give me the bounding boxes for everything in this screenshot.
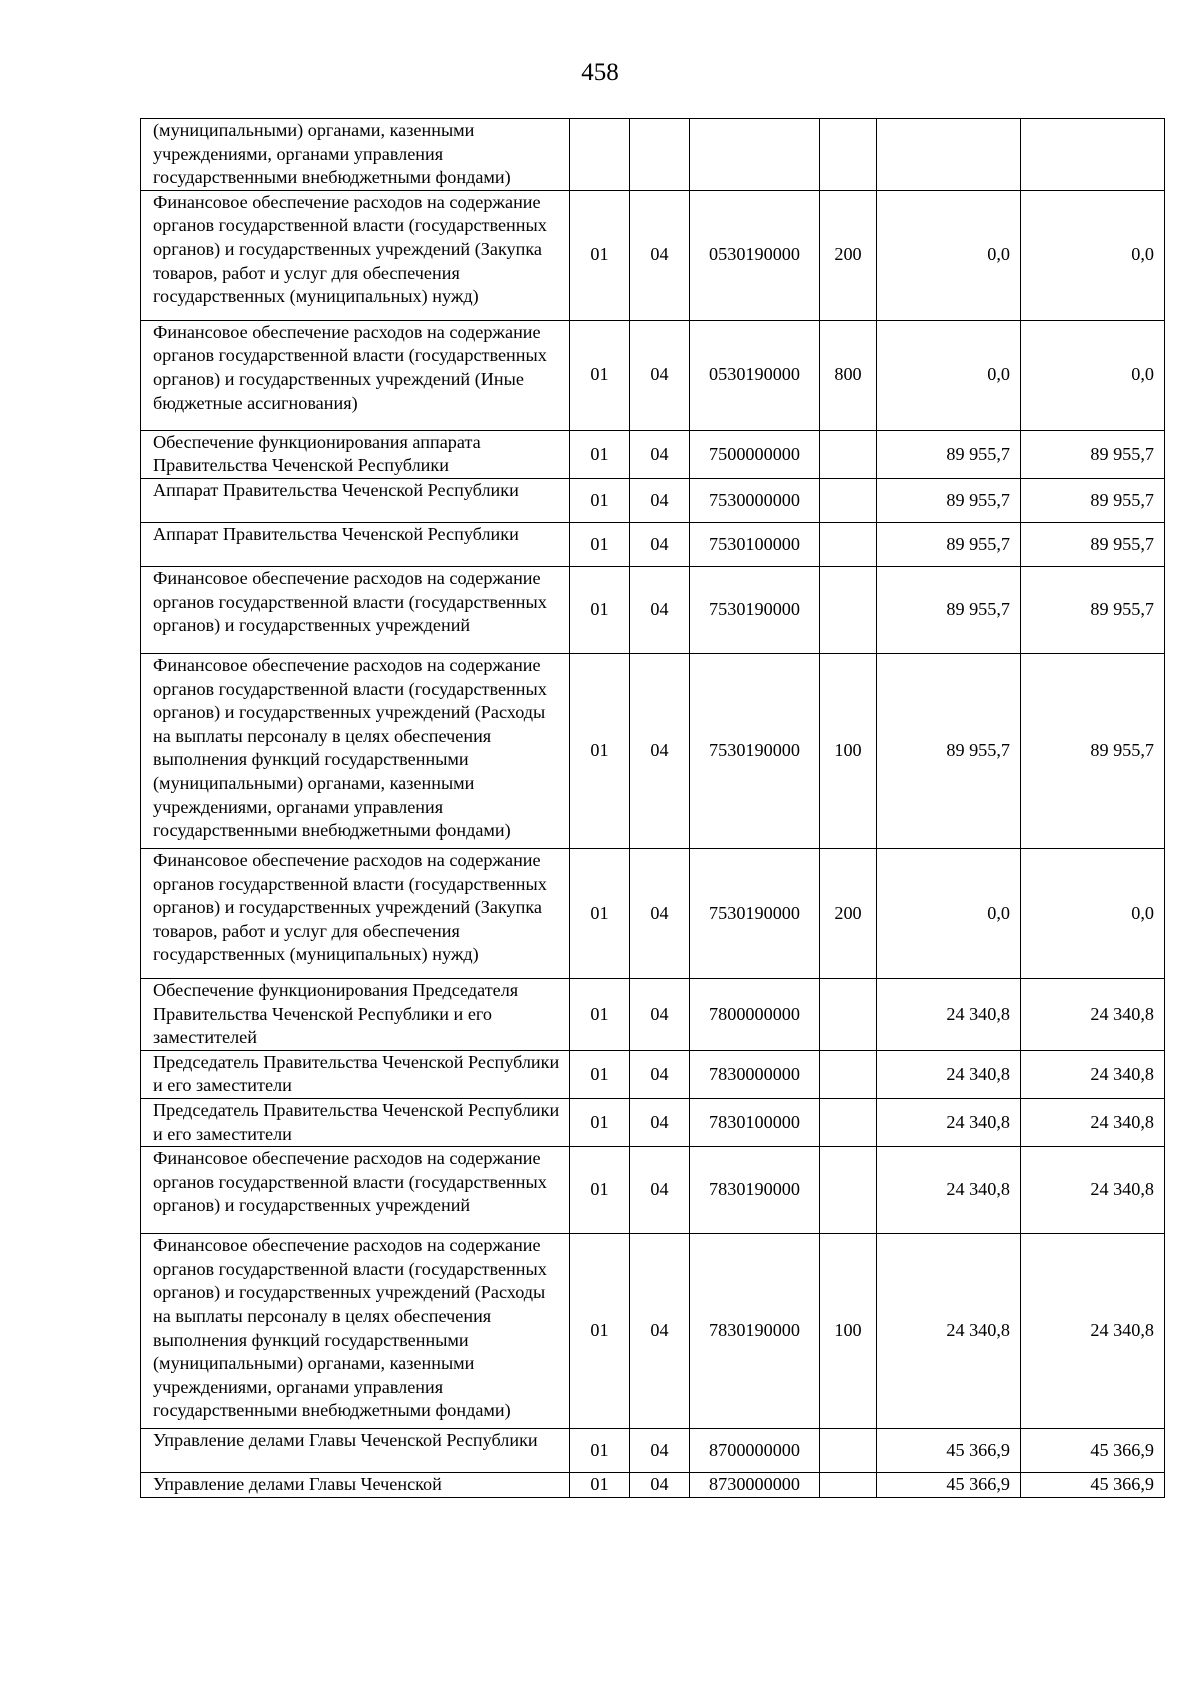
row-amount-1-cell: 89 955,7: [877, 478, 1021, 522]
row-target-article-cell: 0530190000: [690, 320, 820, 430]
row-name-cell: Финансовое обеспечение расходов на содержание органов государственной власти (государственных органов) и государственных учреждений (Закупка товаров, работ и услуг для обеспечения государственных (муниципальных) нужд): [141, 190, 570, 320]
row-expense-type-cell: [820, 478, 877, 522]
row-amount-1-cell: 24 340,8: [877, 1050, 1021, 1098]
row-amount-1-cell: 89 955,7: [877, 653, 1021, 848]
table-row: [141, 478, 1165, 522]
budget-table-body: [141, 119, 1165, 1498]
row-amount-2-cell: 89 955,7: [1021, 566, 1165, 653]
row-target-article-cell: 8730000000: [690, 1473, 820, 1498]
row-amount-2-cell: 45 366,9: [1021, 1429, 1165, 1473]
row-section-cell: 01: [570, 1147, 630, 1234]
row-name-cell: Финансовое обеспечение расходов на содержание органов государственной власти (государственных органов) и государственных учреждений (Закупка товаров, работ и услуг для обеспечения государственных (муниципальных) нужд): [141, 848, 570, 978]
row-section-cell: 01: [570, 1234, 630, 1429]
row-target-article-cell: 7500000000: [690, 430, 820, 478]
row-amount-2-cell: 89 955,7: [1021, 430, 1165, 478]
row-expense-type-cell: [820, 1473, 877, 1498]
row-section-cell: 01: [570, 430, 630, 478]
row-expense-type-cell: 800: [820, 320, 877, 430]
row-name-cell: Финансовое обеспечение расходов на содержание органов государственной власти (государственных органов) и государственных учреждений (Расходы на выплаты персоналу в целях обеспечения выполнения функций государственными (муниципальными) органами, казенными учреждениями, органами управления государственными внебюджетными фондами): [141, 1234, 570, 1429]
row-subsection-cell: 04: [630, 190, 690, 320]
row-section-cell: 01: [570, 1429, 630, 1473]
table-row: [141, 190, 1165, 320]
row-section-cell: 01: [570, 848, 630, 978]
table-row: [141, 566, 1165, 653]
row-name-cell: Председатель Правительства Чеченской Республики и его заместители: [141, 1050, 570, 1098]
row-subsection-cell: 04: [630, 848, 690, 978]
row-amount-2-cell: 45 366,9: [1021, 1473, 1165, 1498]
row-name-cell: Финансовое обеспечение расходов на содержание органов государственной власти (государственных органов) и государственных учреждений: [141, 1147, 570, 1234]
row-name-cell: Управление делами Главы Чеченской: [141, 1473, 570, 1498]
row-subsection-cell: 04: [630, 978, 690, 1050]
row-section-cell: 01: [570, 566, 630, 653]
row-target-article-cell: 7530190000: [690, 653, 820, 848]
row-amount-1-cell: 89 955,7: [877, 430, 1021, 478]
row-amount-1-cell: 89 955,7: [877, 522, 1021, 566]
row-subsection-cell: [630, 119, 690, 191]
row-amount-2-cell: 89 955,7: [1021, 478, 1165, 522]
row-expense-type-cell: [820, 119, 877, 191]
table-row: [141, 320, 1165, 430]
row-subsection-cell: 04: [630, 1234, 690, 1429]
row-name-cell: Финансовое обеспечение расходов на содержание органов государственной власти (государственных органов) и государственных учреждений (Иные бюджетные ассигнования): [141, 320, 570, 430]
row-target-article-cell: 7830190000: [690, 1234, 820, 1429]
row-expense-type-cell: [820, 1050, 877, 1098]
row-amount-1-cell: 24 340,8: [877, 978, 1021, 1050]
table-row: [141, 848, 1165, 978]
table-row: [141, 1050, 1165, 1098]
row-amount-2-cell: [1021, 119, 1165, 191]
row-amount-1-cell: [877, 119, 1021, 191]
row-expense-type-cell: 200: [820, 848, 877, 978]
row-section-cell: 01: [570, 1050, 630, 1098]
table-row: [141, 978, 1165, 1050]
row-subsection-cell: 04: [630, 478, 690, 522]
row-subsection-cell: 04: [630, 1098, 690, 1146]
row-subsection-cell: 04: [630, 430, 690, 478]
row-expense-type-cell: [820, 1429, 877, 1473]
table-row: [141, 119, 1165, 191]
row-amount-1-cell: 24 340,8: [877, 1234, 1021, 1429]
row-amount-2-cell: 24 340,8: [1021, 1098, 1165, 1146]
row-name-cell: Финансовое обеспечение расходов на содержание органов государственной власти (государственных органов) и государственных учреждений (Расходы на выплаты персоналу в целях обеспечения выполнения функций государственными (муниципальными) органами, казенными учреждениями, органами управления государственными внебюджетными фондами): [141, 653, 570, 848]
table-row: [141, 1429, 1165, 1473]
row-amount-2-cell: 24 340,8: [1021, 1234, 1165, 1429]
row-section-cell: 01: [570, 1098, 630, 1146]
row-expense-type-cell: 100: [820, 1234, 877, 1429]
row-amount-1-cell: 24 340,8: [877, 1147, 1021, 1234]
table-row: [141, 430, 1165, 478]
page-number: 458: [581, 59, 619, 86]
row-target-article-cell: 8700000000: [690, 1429, 820, 1473]
row-expense-type-cell: [820, 1147, 877, 1234]
row-subsection-cell: 04: [630, 1473, 690, 1498]
row-target-article-cell: 7530000000: [690, 478, 820, 522]
row-name-cell: (муниципальными) органами, казенными учреждениями, органами управления государственными внебюджетными фондами): [141, 119, 570, 191]
row-amount-2-cell: 0,0: [1021, 190, 1165, 320]
row-subsection-cell: 04: [630, 1050, 690, 1098]
row-amount-2-cell: 89 955,7: [1021, 653, 1165, 848]
table-row: [141, 1147, 1165, 1234]
row-subsection-cell: 04: [630, 653, 690, 848]
row-amount-1-cell: 0,0: [877, 320, 1021, 430]
row-expense-type-cell: 200: [820, 190, 877, 320]
row-target-article-cell: 7830100000: [690, 1098, 820, 1146]
row-amount-2-cell: 0,0: [1021, 320, 1165, 430]
row-subsection-cell: 04: [630, 566, 690, 653]
row-section-cell: 01: [570, 1473, 630, 1498]
row-target-article-cell: 7800000000: [690, 978, 820, 1050]
row-amount-1-cell: 24 340,8: [877, 1098, 1021, 1146]
table-row: [141, 653, 1165, 848]
row-section-cell: 01: [570, 978, 630, 1050]
row-expense-type-cell: [820, 430, 877, 478]
row-target-article-cell: [690, 119, 820, 191]
row-amount-1-cell: 89 955,7: [877, 566, 1021, 653]
row-expense-type-cell: 100: [820, 653, 877, 848]
row-amount-1-cell: 45 366,9: [877, 1473, 1021, 1498]
row-amount-1-cell: 45 366,9: [877, 1429, 1021, 1473]
row-subsection-cell: 04: [630, 1429, 690, 1473]
row-amount-2-cell: 0,0: [1021, 848, 1165, 978]
row-name-cell: Управление делами Главы Чеченской Республики: [141, 1429, 570, 1473]
row-section-cell: 01: [570, 320, 630, 430]
row-name-cell: Аппарат Правительства Чеченской Республики: [141, 478, 570, 522]
row-amount-1-cell: 0,0: [877, 190, 1021, 320]
row-subsection-cell: 04: [630, 320, 690, 430]
row-expense-type-cell: [820, 1098, 877, 1146]
row-amount-1-cell: 0,0: [877, 848, 1021, 978]
row-name-cell: Аппарат Правительства Чеченской Республики: [141, 522, 570, 566]
row-amount-2-cell: 24 340,8: [1021, 978, 1165, 1050]
row-section-cell: 01: [570, 478, 630, 522]
row-section-cell: 01: [570, 190, 630, 320]
row-target-article-cell: 0530190000: [690, 190, 820, 320]
row-section-cell: 01: [570, 653, 630, 848]
row-subsection-cell: 04: [630, 522, 690, 566]
row-target-article-cell: 7830000000: [690, 1050, 820, 1098]
row-name-cell: Обеспечение функционирования Председателя Правительства Чеченской Республики и его заместителей: [141, 978, 570, 1050]
row-amount-2-cell: 24 340,8: [1021, 1147, 1165, 1234]
row-amount-2-cell: 24 340,8: [1021, 1050, 1165, 1098]
row-target-article-cell: 7530190000: [690, 848, 820, 978]
row-expense-type-cell: [820, 978, 877, 1050]
table-row: [141, 1234, 1165, 1429]
row-expense-type-cell: [820, 566, 877, 653]
row-target-article-cell: 7830190000: [690, 1147, 820, 1234]
row-amount-2-cell: 89 955,7: [1021, 522, 1165, 566]
row-subsection-cell: 04: [630, 1147, 690, 1234]
row-name-cell: Председатель Правительства Чеченской Республики и его заместители: [141, 1098, 570, 1146]
row-section-cell: [570, 119, 630, 191]
row-expense-type-cell: [820, 522, 877, 566]
row-target-article-cell: 7530100000: [690, 522, 820, 566]
table-row: [141, 1098, 1165, 1146]
row-target-article-cell: 7530190000: [690, 566, 820, 653]
row-name-cell: Обеспечение функционирования аппарата Правительства Чеченской Республики: [141, 430, 570, 478]
table-row: [141, 522, 1165, 566]
row-section-cell: 01: [570, 522, 630, 566]
row-name-cell: Финансовое обеспечение расходов на содержание органов государственной власти (государственных органов) и государственных учреждений: [141, 566, 570, 653]
table-row: [141, 1473, 1165, 1498]
budget-table: [140, 118, 1165, 1498]
